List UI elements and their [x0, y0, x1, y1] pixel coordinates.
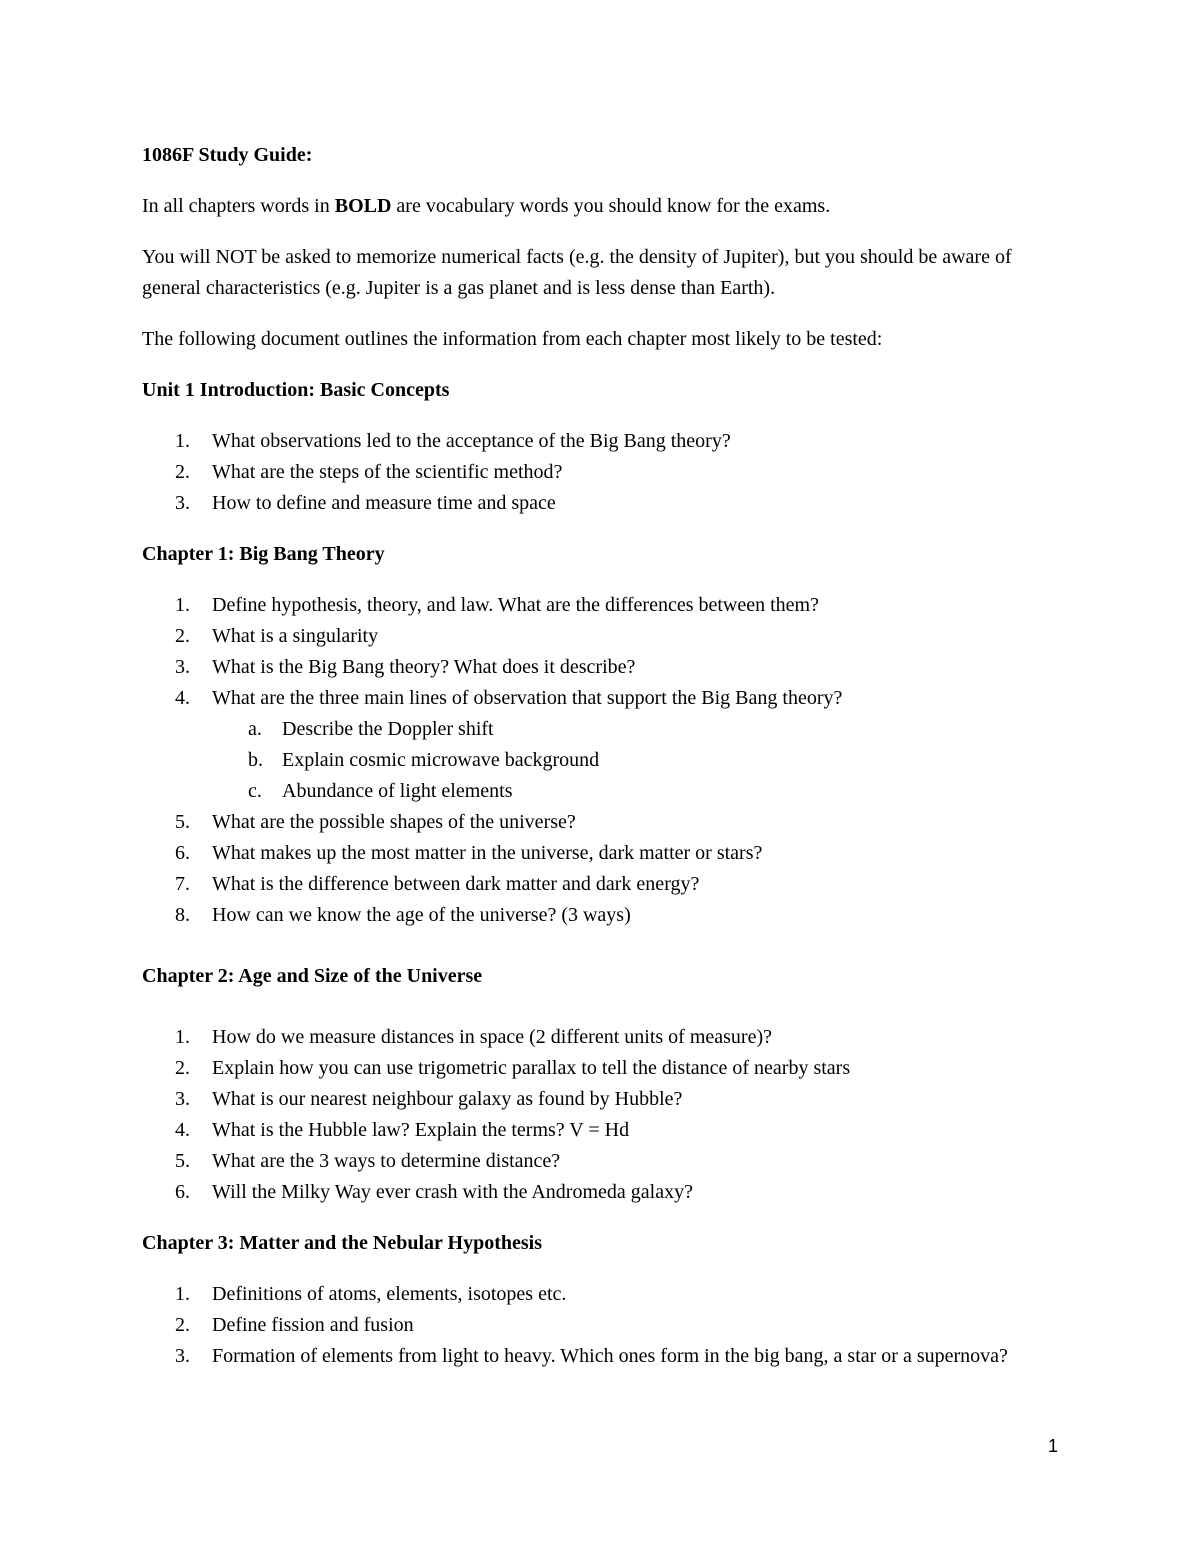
question-list-chapter-3	[142, 1279, 1072, 1372]
item-text: What are the three main lines of observation that support the Big Bang theory?	[212, 687, 843, 709]
list-item	[142, 1177, 1072, 1208]
item-number: 2.	[175, 1057, 190, 1079]
list-item	[142, 1084, 1072, 1115]
sub-list-item	[212, 776, 1072, 807]
page-number: 1	[1047, 1436, 1058, 1456]
sub-item-letter: c.	[248, 780, 262, 802]
list-item	[142, 1341, 1072, 1372]
section-heading-chapter-2: Chapter 2: Age and Size of the Universe	[142, 965, 483, 987]
list-item	[142, 1115, 1072, 1146]
section-heading-chapter-1: Chapter 1: Big Bang Theory	[142, 543, 385, 565]
item-number: 6.	[175, 1181, 190, 1203]
item-text: Explain how you can use trigometric parallax to tell the distance of nearby stars	[212, 1057, 851, 1079]
list-item	[142, 1146, 1072, 1177]
document-title: 1086F Study Guide:	[142, 144, 313, 166]
intro-text-pre: In all chapters words in	[142, 195, 335, 217]
item-number: 1.	[175, 594, 190, 616]
item-number: 3.	[175, 1088, 190, 1110]
item-number: 8.	[175, 904, 190, 926]
sub-item-text: Describe the Doppler shift	[282, 718, 494, 740]
item-text: How to define and measure time and space	[212, 492, 556, 514]
item-text: How do we measure distances in space (2 different units of measure)?	[212, 1026, 772, 1048]
item-text: What is the Big Bang theory? What does it describe?	[212, 656, 636, 678]
item-number: 4.	[175, 687, 190, 709]
item-text: How can we know the age of the universe? (3 ways)	[212, 904, 631, 926]
item-text: What are the 3 ways to determine distance?	[212, 1150, 561, 1172]
item-text: What is the Hubble law? Explain the terms? V = Hd	[212, 1119, 630, 1141]
item-number: 6.	[175, 842, 190, 864]
item-text: What is our nearest neighbour galaxy as found by Hubble?	[212, 1088, 683, 1110]
list-item	[142, 1279, 1072, 1310]
item-text: Formation of elements from light to heavy. Which ones form in the big bang, a star or a supernova?	[212, 1345, 1008, 1367]
list-item	[142, 426, 1072, 457]
sub-list	[212, 714, 1072, 807]
intro-paragraph	[142, 191, 1072, 222]
item-number: 5.	[175, 1150, 190, 1172]
list-item	[142, 488, 1072, 519]
list-item	[142, 807, 1072, 838]
section-heading-unit-1: Unit 1 Introduction: Basic Concepts	[142, 379, 450, 401]
list-item	[142, 1053, 1072, 1084]
item-text: What is the difference between dark matter and dark energy?	[212, 873, 700, 895]
sub-item-letter: b.	[248, 749, 263, 771]
document-page	[142, 140, 1072, 1392]
item-number: 1.	[175, 1283, 190, 1305]
list-item	[142, 457, 1072, 488]
item-text: What makes up the most matter in the universe, dark matter or stars?	[212, 842, 763, 864]
list-item	[142, 838, 1072, 869]
outline-paragraph: The following document outlines the information from each chapter most likely to be tested:	[142, 328, 883, 350]
item-number: 2.	[175, 625, 190, 647]
item-text: Define hypothesis, theory, and law. What are the differences between them?	[212, 594, 819, 616]
item-number: 3.	[175, 656, 190, 678]
sub-item-letter: a.	[248, 718, 262, 740]
section-heading-chapter-3: Chapter 3: Matter and the Nebular Hypothesis	[142, 1232, 542, 1254]
item-text: What is a singularity	[212, 625, 379, 647]
sub-item-text: Explain cosmic microwave background	[282, 749, 600, 771]
item-number: 2.	[175, 461, 190, 483]
item-text: What are the possible shapes of the universe?	[212, 811, 576, 833]
question-list-chapter-1	[142, 590, 1072, 931]
list-item	[142, 1022, 1072, 1053]
sub-list-item	[212, 745, 1072, 776]
item-text: Define fission and fusion	[212, 1314, 414, 1336]
list-item	[142, 1310, 1072, 1341]
item-number: 5.	[175, 811, 190, 833]
sub-list-item	[212, 714, 1072, 745]
item-number: 3.	[175, 1345, 190, 1367]
item-number: 7.	[175, 873, 190, 895]
item-text: Definitions of atoms, elements, isotopes etc.	[212, 1283, 567, 1305]
note-paragraph: You will NOT be asked to memorize numerical facts (e.g. the density of Jupiter), but you should be aware of general characteristics (e.g. Jupiter is a gas planet and is less dense than Earth).	[142, 246, 1012, 299]
question-list-unit-1	[142, 426, 1072, 519]
sub-item-text: Abundance of light elements	[282, 780, 513, 802]
item-text: What are the steps of the scientific method?	[212, 461, 563, 483]
item-text: Will the Milky Way ever crash with the Andromeda galaxy?	[212, 1181, 693, 1203]
list-item	[142, 621, 1072, 652]
list-item	[142, 683, 1072, 807]
list-item	[142, 869, 1072, 900]
item-number: 2.	[175, 1314, 190, 1336]
list-item	[142, 590, 1072, 621]
item-text: What observations led to the acceptance of the Big Bang theory?	[212, 430, 731, 452]
item-number: 4.	[175, 1119, 190, 1141]
item-number: 3.	[175, 492, 190, 514]
intro-bold-word: BOLD	[334, 195, 392, 217]
item-number: 1.	[175, 430, 190, 452]
question-list-chapter-2	[142, 1022, 1072, 1208]
list-item	[142, 652, 1072, 683]
intro-text-post: are vocabulary words you should know for the exams.	[391, 195, 831, 217]
item-number: 1.	[175, 1026, 190, 1048]
list-item	[142, 900, 1072, 931]
